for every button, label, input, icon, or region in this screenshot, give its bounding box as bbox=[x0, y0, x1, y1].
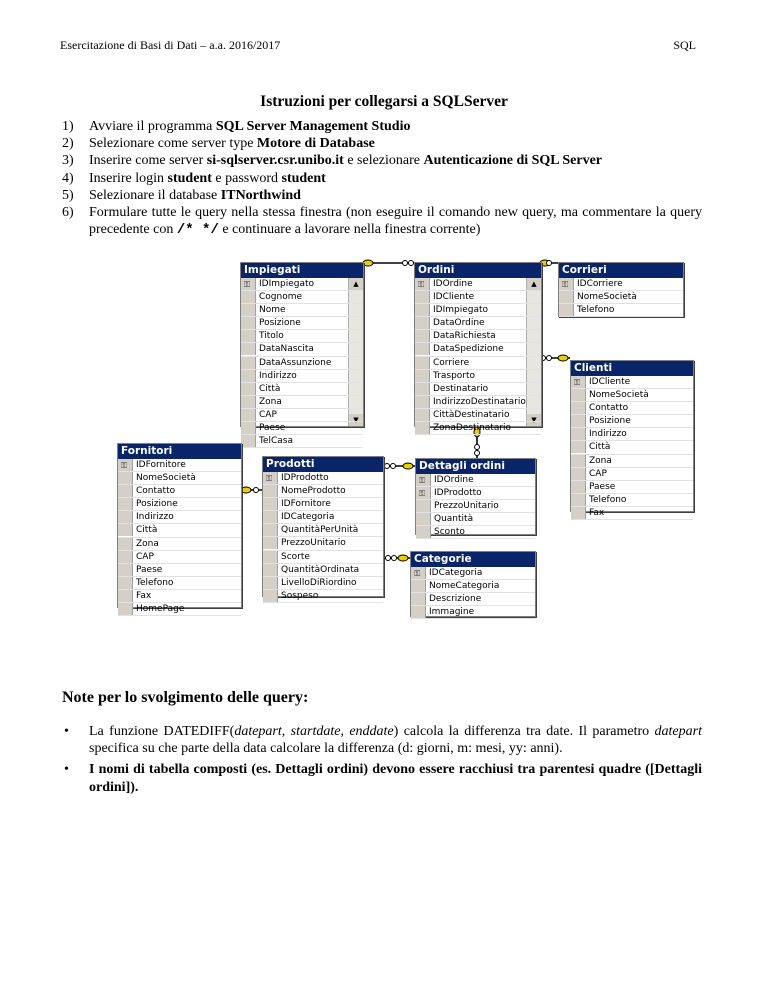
row-selector[interactable] bbox=[559, 304, 574, 316]
field-row[interactable] bbox=[118, 524, 241, 537]
field-name: IDOrdine bbox=[434, 475, 474, 485]
row-selector[interactable] bbox=[118, 577, 133, 589]
field-name: NomeSocietà bbox=[136, 473, 196, 484]
row-selector[interactable] bbox=[559, 291, 574, 303]
field-name: IDCliente bbox=[589, 377, 631, 387]
field-name: CAP bbox=[589, 468, 607, 479]
field-name: Cognome bbox=[259, 292, 303, 303]
field-row[interactable] bbox=[415, 357, 541, 370]
field-row[interactable] bbox=[241, 422, 363, 435]
field-name: Zona bbox=[259, 396, 282, 407]
field-row[interactable] bbox=[416, 500, 535, 513]
step-text: e selezionare bbox=[343, 153, 424, 169]
row-selector[interactable] bbox=[118, 498, 133, 510]
field-row[interactable] bbox=[263, 551, 383, 564]
row-selector[interactable] bbox=[411, 580, 426, 592]
field-row[interactable] bbox=[263, 511, 383, 524]
field-name: TelCasa bbox=[259, 436, 294, 447]
table-title: Ordini bbox=[415, 263, 541, 278]
field-name: Corriere bbox=[433, 357, 470, 368]
field-row[interactable] bbox=[241, 304, 363, 317]
scroll-down-icon[interactable]: ▼ bbox=[349, 414, 363, 426]
field-row[interactable] bbox=[241, 370, 363, 383]
step-text: e continuare a lavorare nella finestra corrente) bbox=[218, 222, 481, 238]
row-selector[interactable] bbox=[118, 472, 133, 484]
field-name: NomeProdotto bbox=[281, 486, 346, 497]
field-row[interactable] bbox=[263, 524, 383, 537]
field-row[interactable] bbox=[118, 603, 241, 616]
field-name: Città bbox=[589, 442, 611, 453]
step-bold: SQL Server Management Studio bbox=[215, 119, 411, 134]
row-selector[interactable] bbox=[118, 603, 133, 615]
field-name: Telefono bbox=[136, 577, 174, 588]
field-row[interactable] bbox=[263, 537, 383, 550]
field-row[interactable] bbox=[415, 304, 541, 317]
step-bold: student bbox=[167, 170, 212, 186]
key-icon: ⚿ bbox=[266, 474, 273, 483]
table-prodotti[interactable] bbox=[262, 456, 384, 601]
field-row[interactable] bbox=[241, 330, 363, 343]
field-row[interactable] bbox=[415, 383, 541, 396]
row-selector[interactable] bbox=[263, 577, 278, 589]
scroll-up-icon[interactable]: ▲ bbox=[527, 278, 541, 290]
table-dettagli-ordini[interactable] bbox=[415, 458, 536, 538]
step-number: 6) bbox=[62, 205, 74, 221]
field-row[interactable] bbox=[415, 422, 541, 435]
step-bold: student bbox=[281, 170, 326, 186]
field-name: DataAssunzione bbox=[259, 357, 332, 368]
field-row[interactable] bbox=[118, 472, 241, 485]
row-selector[interactable] bbox=[571, 415, 586, 427]
field-list bbox=[559, 278, 683, 317]
row-selector[interactable] bbox=[118, 524, 133, 536]
table-corrieri[interactable] bbox=[558, 262, 684, 317]
field-row[interactable] bbox=[411, 593, 535, 606]
field-name: Zona bbox=[589, 455, 612, 466]
table-categorie[interactable] bbox=[410, 551, 536, 617]
row-selector[interactable] bbox=[415, 291, 430, 303]
bullet-icon: • bbox=[64, 762, 69, 778]
step-number: 1) bbox=[62, 119, 74, 134]
field-row[interactable] bbox=[559, 278, 683, 291]
field-name: Indirizzo bbox=[589, 429, 627, 440]
step-bold: ITNorthwind bbox=[220, 187, 301, 203]
field-name: IDCategoria bbox=[281, 512, 335, 523]
step-number: 2) bbox=[62, 136, 74, 152]
field-name: LivelloDiRiordino bbox=[281, 577, 357, 588]
row-selector[interactable] bbox=[571, 428, 586, 440]
field-name: Posizione bbox=[589, 416, 631, 427]
field-row[interactable] bbox=[118, 485, 241, 498]
field-name: IDImpiegato bbox=[433, 305, 489, 316]
note-text: La funzione DATEDIFF( bbox=[89, 724, 235, 739]
note-text: , bbox=[340, 724, 350, 739]
field-list bbox=[571, 376, 693, 520]
notes-list bbox=[62, 723, 702, 800]
note-text: ) calcola la differenza tra date. Il parametro bbox=[393, 724, 655, 739]
field-row[interactable] bbox=[241, 317, 363, 330]
field-row[interactable] bbox=[559, 304, 683, 317]
field-name: IDProdotto bbox=[281, 473, 329, 483]
row-selector[interactable] bbox=[263, 498, 278, 510]
field-name: Città bbox=[136, 525, 158, 536]
row-selector[interactable] bbox=[263, 551, 278, 563]
row-selector[interactable] bbox=[415, 409, 430, 421]
field-name: IDCategoria bbox=[429, 568, 483, 578]
table-title: Dettagli ordini bbox=[416, 459, 535, 474]
field-row[interactable] bbox=[416, 487, 535, 500]
field-name: Zona bbox=[136, 538, 159, 549]
table-title: Fornitori bbox=[118, 444, 241, 459]
field-row[interactable] bbox=[263, 485, 383, 498]
field-row[interactable] bbox=[241, 435, 363, 448]
key-icon: ⚿ bbox=[419, 476, 426, 485]
field-row[interactable] bbox=[241, 357, 363, 370]
field-row[interactable] bbox=[571, 415, 693, 428]
row-selector[interactable] bbox=[241, 357, 256, 369]
step-number: 3) bbox=[62, 153, 74, 169]
field-name: IDOrdine bbox=[433, 279, 473, 289]
step-bold: Autenticazione di SQL Server bbox=[423, 153, 603, 169]
field-row[interactable] bbox=[263, 590, 383, 603]
field-row[interactable] bbox=[559, 291, 683, 304]
row-selector[interactable] bbox=[571, 468, 586, 480]
key-icon: ⚿ bbox=[418, 280, 425, 289]
comment-code: /* */ bbox=[176, 222, 219, 239]
row-selector[interactable] bbox=[415, 330, 430, 342]
field-row[interactable] bbox=[415, 343, 541, 356]
field-name: QuantitàPerUnità bbox=[281, 525, 359, 536]
row-selector[interactable] bbox=[571, 494, 586, 506]
note-item bbox=[62, 723, 702, 757]
bullet-icon: • bbox=[64, 724, 69, 739]
field-row[interactable] bbox=[263, 472, 383, 485]
field-row[interactable] bbox=[241, 278, 363, 291]
note-italic: enddate bbox=[349, 724, 394, 739]
field-name: Indirizzo bbox=[259, 370, 297, 381]
field-name: Paese bbox=[589, 481, 616, 492]
notes-heading: Note per lo svolgimento delle query: bbox=[62, 689, 309, 706]
key-icon: ⚿ bbox=[419, 489, 426, 499]
field-row[interactable] bbox=[571, 494, 693, 507]
step-text: Avviare il programma bbox=[89, 119, 216, 134]
field-row[interactable] bbox=[241, 383, 363, 396]
field-name: Trasporto bbox=[433, 370, 476, 381]
row-selector[interactable] bbox=[241, 409, 256, 421]
field-row[interactable] bbox=[118, 577, 241, 590]
scroll-up-icon[interactable]: ▲ bbox=[349, 278, 363, 290]
field-row[interactable] bbox=[416, 513, 535, 526]
field-name: DataSpedizione bbox=[433, 344, 504, 355]
field-row[interactable] bbox=[241, 409, 363, 422]
field-row[interactable] bbox=[416, 474, 535, 487]
step-text: Selezionare il database bbox=[89, 187, 221, 203]
step-number: 5) bbox=[62, 187, 74, 203]
step-text: e password bbox=[211, 170, 282, 186]
field-name: IDProdotto bbox=[434, 488, 482, 499]
field-name: NomeSocietà bbox=[577, 292, 637, 303]
row-selector[interactable] bbox=[415, 370, 430, 382]
field-list bbox=[118, 459, 241, 616]
field-list bbox=[241, 278, 363, 448]
field-row[interactable] bbox=[415, 409, 541, 422]
row-selector[interactable] bbox=[263, 524, 278, 536]
row-selector[interactable] bbox=[415, 343, 430, 355]
field-list bbox=[415, 278, 541, 435]
step-text: Inserire come server bbox=[89, 153, 207, 169]
row-selector[interactable] bbox=[263, 564, 278, 576]
row-selector[interactable] bbox=[241, 330, 256, 342]
field-name: PrezzoUnitario bbox=[281, 538, 346, 549]
field-row[interactable] bbox=[241, 396, 363, 409]
field-row[interactable] bbox=[263, 498, 383, 511]
row-selector[interactable] bbox=[416, 513, 431, 525]
field-name: IDImpiegato bbox=[259, 279, 315, 289]
page-title: Istruzioni per collegarsi a SQLServer bbox=[260, 93, 508, 110]
step-text: Inserire login bbox=[89, 170, 168, 186]
field-row[interactable] bbox=[571, 468, 693, 481]
field-name: ZonaDestinatario bbox=[433, 423, 512, 434]
header-right: SQL bbox=[673, 38, 696, 52]
row-selector[interactable] bbox=[241, 304, 256, 316]
row-selector[interactable] bbox=[411, 593, 426, 605]
row-selector[interactable] bbox=[571, 441, 586, 453]
field-row[interactable] bbox=[571, 441, 693, 454]
field-row[interactable] bbox=[263, 577, 383, 590]
row-selector[interactable] bbox=[241, 343, 256, 355]
row-selector[interactable] bbox=[416, 526, 431, 538]
row-selector[interactable] bbox=[415, 383, 430, 395]
note-text: specifica su che parte della data calcolare la differenza (d: giorni, m: mesi, yy: anni). bbox=[89, 741, 563, 757]
step-text: Selezionare come server type bbox=[89, 136, 257, 152]
row-selector[interactable] bbox=[118, 485, 133, 497]
field-name: CittàDestinatario bbox=[433, 409, 510, 420]
field-name: Città bbox=[259, 383, 281, 394]
table-title: Prodotti bbox=[263, 457, 383, 472]
row-selector[interactable] bbox=[415, 304, 430, 316]
row-selector[interactable] bbox=[263, 537, 278, 549]
row-selector[interactable] bbox=[118, 538, 133, 550]
row-selector[interactable] bbox=[571, 389, 586, 401]
row-selector[interactable] bbox=[241, 291, 256, 303]
field-name: Sconto bbox=[434, 527, 465, 538]
field-row[interactable] bbox=[118, 551, 241, 564]
field-name: Scorte bbox=[281, 551, 310, 562]
note-italic: datepart bbox=[654, 724, 702, 739]
field-name: Contatto bbox=[136, 486, 176, 497]
field-row[interactable] bbox=[571, 376, 693, 389]
field-name: IDFornitore bbox=[281, 499, 331, 510]
table-title: Categorie bbox=[411, 552, 535, 567]
field-name: DataNascita bbox=[259, 344, 314, 355]
field-row[interactable] bbox=[118, 511, 241, 524]
row-selector[interactable] bbox=[118, 590, 133, 602]
field-name: Sospeso bbox=[281, 590, 319, 601]
row-selector[interactable] bbox=[571, 455, 586, 467]
row-selector[interactable] bbox=[571, 481, 586, 493]
field-row[interactable] bbox=[415, 291, 541, 304]
field-name: Paese bbox=[136, 564, 163, 575]
field-name: Indirizzo bbox=[136, 512, 174, 523]
field-row[interactable] bbox=[571, 455, 693, 468]
field-name: Posizione bbox=[259, 318, 301, 329]
field-name: Nome bbox=[259, 305, 286, 316]
field-name: Telefono bbox=[589, 494, 627, 505]
field-row[interactable] bbox=[118, 459, 241, 472]
row-selector[interactable] bbox=[263, 590, 278, 602]
field-name: IDCorriere bbox=[577, 279, 623, 289]
field-list bbox=[411, 567, 535, 619]
table-clienti[interactable] bbox=[570, 360, 694, 518]
field-row[interactable] bbox=[241, 291, 363, 304]
field-name: PrezzoUnitario bbox=[434, 501, 499, 512]
note-text: , bbox=[281, 724, 291, 739]
field-name: Descrizione bbox=[429, 594, 482, 605]
field-name: Fax bbox=[589, 507, 605, 518]
field-name: Paese bbox=[259, 423, 286, 434]
key-icon: ⚿ bbox=[244, 280, 251, 289]
row-selector[interactable] bbox=[241, 370, 256, 382]
field-row[interactable] bbox=[241, 343, 363, 356]
key-icon: ⚿ bbox=[121, 461, 128, 470]
table-ordini[interactable] bbox=[414, 262, 542, 434]
row-selector[interactable] bbox=[415, 317, 430, 329]
field-name: Quantità bbox=[434, 514, 474, 525]
field-row[interactable] bbox=[415, 370, 541, 383]
field-name: NomeCategoria bbox=[429, 581, 500, 592]
field-row[interactable] bbox=[416, 526, 535, 539]
field-name: DataRichiesta bbox=[433, 331, 496, 342]
row-selector[interactable] bbox=[118, 511, 133, 523]
row-selector[interactable] bbox=[415, 357, 430, 369]
key-icon: ⚿ bbox=[574, 378, 581, 387]
field-row[interactable] bbox=[571, 507, 693, 520]
row-selector[interactable] bbox=[118, 564, 133, 576]
row-selector[interactable] bbox=[416, 500, 431, 512]
field-row[interactable] bbox=[571, 481, 693, 494]
field-row[interactable] bbox=[415, 278, 541, 291]
key-icon: ⚿ bbox=[414, 569, 421, 578]
field-name: Titolo bbox=[259, 331, 284, 342]
table-title: Corrieri bbox=[559, 263, 683, 278]
field-name: QuantitàOrdinata bbox=[281, 564, 360, 575]
field-name: Fax bbox=[136, 590, 152, 601]
row-selector[interactable] bbox=[263, 511, 278, 523]
field-name: Posizione bbox=[136, 499, 178, 510]
field-name: NomeSocietà bbox=[589, 390, 649, 401]
field-row[interactable] bbox=[571, 389, 693, 402]
field-name: CAP bbox=[259, 409, 277, 420]
note-item bbox=[62, 761, 702, 795]
step-bold: Motore di Database bbox=[256, 136, 375, 152]
field-name: IDCliente bbox=[433, 292, 475, 303]
note-italic: startdate bbox=[290, 724, 341, 739]
field-name: HomePage bbox=[136, 604, 185, 615]
table-title: Impiegati bbox=[241, 263, 363, 278]
field-name: Contatto bbox=[589, 403, 629, 414]
field-row[interactable] bbox=[263, 564, 383, 577]
header-left: Esercitazione di Basi di Dati – a.a. 2016/2017 bbox=[60, 38, 281, 52]
field-row[interactable] bbox=[415, 330, 541, 343]
row-selector[interactable] bbox=[118, 551, 133, 563]
row-selector[interactable] bbox=[241, 317, 256, 329]
scroll-down-icon[interactable]: ▼ bbox=[527, 414, 541, 426]
row-selector[interactable] bbox=[241, 383, 256, 395]
field-row[interactable] bbox=[571, 428, 693, 441]
field-row[interactable] bbox=[415, 396, 541, 409]
field-list bbox=[263, 472, 383, 603]
row-selector[interactable] bbox=[415, 396, 430, 408]
key-icon: ⚿ bbox=[562, 280, 569, 289]
field-row[interactable] bbox=[571, 402, 693, 415]
field-name: Telefono bbox=[577, 305, 615, 316]
row-selector[interactable] bbox=[571, 507, 586, 519]
row-selector[interactable] bbox=[263, 485, 278, 497]
note-bold: I nomi di tabella composti (es. Dettagli ordini) devono essere racchiusi tra parentesi quadre ([Dettagli ordini]). bbox=[89, 762, 702, 795]
field-name: IndirizzoDestinatario bbox=[433, 396, 526, 407]
step-bold: si-sqlserver.csr.unibo.it bbox=[206, 153, 344, 169]
table-fornitori[interactable] bbox=[117, 443, 242, 615]
field-row[interactable] bbox=[118, 564, 241, 577]
row-selector[interactable] bbox=[241, 422, 256, 434]
field-row[interactable] bbox=[411, 567, 535, 580]
row-selector[interactable] bbox=[241, 396, 256, 408]
field-row[interactable] bbox=[118, 590, 241, 603]
row-selector[interactable] bbox=[415, 422, 430, 434]
row-selector[interactable] bbox=[241, 435, 256, 447]
table-impiegati[interactable] bbox=[240, 262, 364, 447]
row-selector[interactable] bbox=[571, 402, 586, 414]
field-name: Destinatario bbox=[433, 383, 489, 394]
step-number: 4) bbox=[62, 170, 74, 186]
field-name: IDFornitore bbox=[136, 460, 186, 470]
row-selector[interactable] bbox=[411, 606, 426, 618]
step-text: Formulare tutte le query nella stessa finestra (non eseguire il comando new query, ma commentare la query precedente con bbox=[89, 205, 702, 238]
field-name: DataOrdine bbox=[433, 318, 485, 329]
table-title: Clienti bbox=[571, 361, 693, 376]
field-row[interactable] bbox=[415, 317, 541, 330]
field-name: CAP bbox=[136, 551, 154, 562]
field-row[interactable] bbox=[118, 538, 241, 551]
field-name: Immagine bbox=[429, 607, 475, 618]
note-italic: datepart bbox=[234, 724, 282, 739]
field-row[interactable] bbox=[411, 606, 535, 619]
field-row[interactable] bbox=[118, 498, 241, 511]
field-list bbox=[416, 474, 535, 539]
field-row[interactable] bbox=[411, 580, 535, 593]
